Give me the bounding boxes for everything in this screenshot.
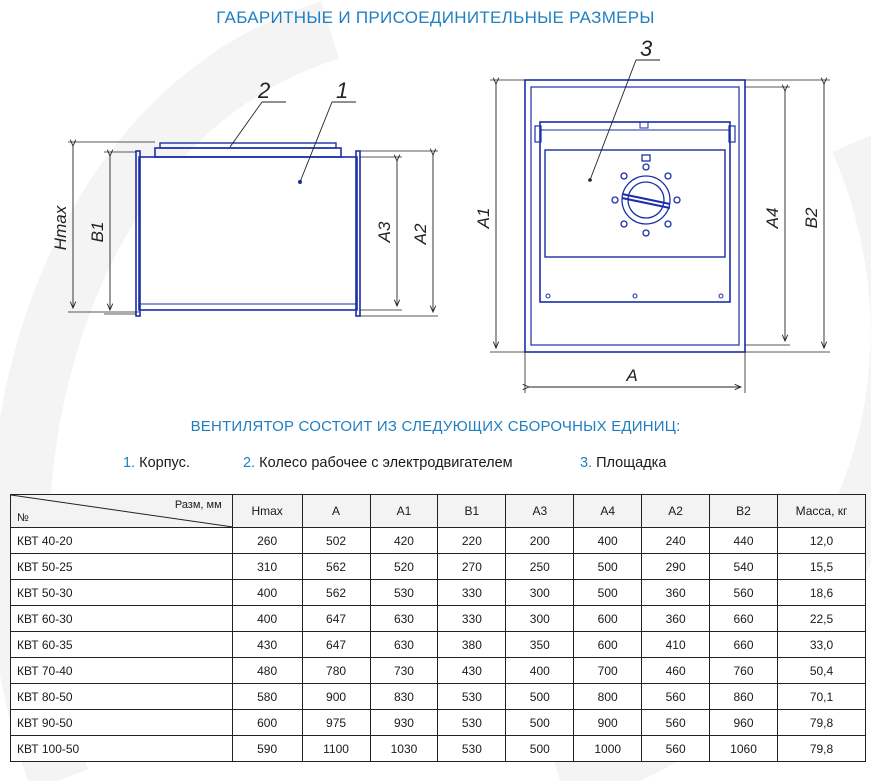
page-title: ГАБАРИТНЫЕ И ПРИСОЕДИНИТЕЛЬНЫЕ РАЗМЕРЫ: [216, 8, 655, 27]
column-header: A2: [642, 495, 710, 528]
value-cell: 660: [710, 606, 778, 632]
table-header-row: [11, 495, 866, 528]
value-cell: 240: [642, 528, 710, 554]
value-cell: 800: [574, 684, 642, 710]
front-view: [474, 40, 830, 393]
value-cell: 79,8: [777, 736, 865, 762]
value-cell: 562: [302, 554, 370, 580]
value-cell: 15,5: [777, 554, 865, 580]
callout-1: 1: [336, 78, 349, 103]
value-cell: 600: [574, 606, 642, 632]
value-cell: 500: [506, 736, 574, 762]
value-cell: 647: [302, 606, 370, 632]
value-cell: 50,4: [777, 658, 865, 684]
model-cell: КВТ 90-50: [11, 710, 233, 736]
value-cell: 33,0: [777, 632, 865, 658]
model-cell: КВТ 40-20: [11, 528, 233, 554]
value-cell: 300: [506, 606, 574, 632]
dim-b1-label: B1: [88, 221, 107, 243]
value-cell: 647: [302, 632, 370, 658]
value-cell: 560: [642, 710, 710, 736]
value-cell: 480: [232, 658, 302, 684]
side-view: [51, 78, 438, 316]
table-row: [11, 684, 866, 710]
model-cell: КВТ 60-35: [11, 632, 233, 658]
value-cell: 520: [370, 554, 438, 580]
value-cell: 500: [574, 580, 642, 606]
value-cell: 562: [302, 580, 370, 606]
dim-hmax-label: Hmax: [51, 205, 70, 251]
value-cell: 630: [370, 606, 438, 632]
value-cell: 560: [642, 736, 710, 762]
value-cell: 560: [642, 684, 710, 710]
value-cell: 975: [302, 710, 370, 736]
table-row: [11, 632, 866, 658]
value-cell: 860: [710, 684, 778, 710]
dim-b2-label: B2: [802, 207, 821, 229]
value-cell: 260: [232, 528, 302, 554]
legend-text: Колесо рабочее с электродвигателем: [255, 455, 513, 471]
value-cell: 350: [506, 632, 574, 658]
value-cell: 79,8: [777, 710, 865, 736]
value-cell: 530: [370, 580, 438, 606]
value-cell: 630: [370, 632, 438, 658]
value-cell: 310: [232, 554, 302, 580]
value-cell: 930: [370, 710, 438, 736]
value-cell: 300: [506, 580, 574, 606]
side-right-flange: [356, 151, 360, 316]
legend-text: Площадка: [592, 455, 667, 471]
table-body: [11, 528, 866, 762]
column-header: B2: [710, 495, 778, 528]
value-cell: 420: [370, 528, 438, 554]
value-cell: 460: [642, 658, 710, 684]
assembly-subtitle: ВЕНТИЛЯТОР СОСТОИТ ИЗ СЛЕДУЮЩИХ СБОРОЧНЫХ ЕДИНИЦ:: [190, 418, 681, 435]
callout-2: 2: [258, 78, 271, 103]
value-cell: 400: [232, 606, 302, 632]
column-header: A4: [574, 495, 642, 528]
legend-item-3: [580, 455, 666, 471]
value-cell: 380: [438, 632, 506, 658]
value-cell: 900: [302, 684, 370, 710]
side-left-flange: [136, 151, 140, 316]
value-cell: 440: [710, 528, 778, 554]
value-cell: 500: [506, 710, 574, 736]
table-row: [11, 606, 866, 632]
value-cell: 1060: [710, 736, 778, 762]
value-cell: 730: [370, 658, 438, 684]
value-cell: 500: [574, 554, 642, 580]
value-cell: 530: [438, 736, 506, 762]
dim-a4-label: A4: [763, 207, 782, 229]
value-cell: 360: [642, 580, 710, 606]
table-row: [11, 554, 866, 580]
column-header: Масса, кг: [777, 495, 865, 528]
value-cell: 560: [710, 580, 778, 606]
table-row: [11, 580, 866, 606]
table-corner-header: [11, 495, 233, 528]
model-cell: КВТ 50-30: [11, 580, 233, 606]
corner-top-label: Разм, мм: [174, 499, 222, 511]
value-cell: 590: [232, 736, 302, 762]
value-cell: 330: [438, 580, 506, 606]
model-cell: КВТ 100-50: [11, 736, 233, 762]
value-cell: 530: [438, 710, 506, 736]
value-cell: 200: [506, 528, 574, 554]
table-row: [11, 528, 866, 554]
value-cell: 250: [506, 554, 574, 580]
model-cell: КВТ 70-40: [11, 658, 233, 684]
dimensions-table: [10, 494, 866, 762]
value-cell: 600: [574, 632, 642, 658]
value-cell: 70,1: [777, 684, 865, 710]
value-cell: 220: [438, 528, 506, 554]
column-header: B1: [438, 495, 506, 528]
value-cell: 830: [370, 684, 438, 710]
column-header: Hmax: [232, 495, 302, 528]
dim-a-label: A: [626, 366, 638, 385]
model-cell: КВТ 60-30: [11, 606, 233, 632]
corner-bottom-label: №: [17, 512, 29, 524]
technical-drawing: [0, 40, 871, 410]
value-cell: 12,0: [777, 528, 865, 554]
front-flange: [525, 80, 745, 352]
model-cell: КВТ 50-25: [11, 554, 233, 580]
dim-a2-label: A2: [411, 223, 430, 245]
value-cell: 660: [710, 632, 778, 658]
column-header: A3: [506, 495, 574, 528]
value-cell: 502: [302, 528, 370, 554]
value-cell: 780: [302, 658, 370, 684]
legend-item-1: [123, 455, 190, 471]
value-cell: 400: [232, 580, 302, 606]
value-cell: 270: [438, 554, 506, 580]
legend-num: 1.: [123, 455, 136, 471]
table-row: [11, 658, 866, 684]
value-cell: 1100: [302, 736, 370, 762]
value-cell: 290: [642, 554, 710, 580]
column-header: A: [302, 495, 370, 528]
table-row: [11, 736, 866, 762]
callout-3: 3: [640, 40, 653, 61]
dim-a1-label: A1: [474, 207, 493, 229]
legend-num: 2.: [243, 455, 256, 471]
value-cell: 430: [438, 658, 506, 684]
table-row: [11, 710, 866, 736]
value-cell: 600: [232, 710, 302, 736]
legend-item-2: [243, 455, 513, 471]
value-cell: 330: [438, 606, 506, 632]
value-cell: 400: [506, 658, 574, 684]
value-cell: 22,5: [777, 606, 865, 632]
value-cell: 1030: [370, 736, 438, 762]
value-cell: 700: [574, 658, 642, 684]
value-cell: 530: [438, 684, 506, 710]
value-cell: 500: [506, 684, 574, 710]
column-header: A1: [370, 495, 438, 528]
value-cell: 900: [574, 710, 642, 736]
legend-text: Корпус.: [135, 455, 190, 471]
side-housing: [139, 157, 357, 310]
legend-num: 3.: [580, 455, 593, 471]
value-cell: 760: [710, 658, 778, 684]
value-cell: 580: [232, 684, 302, 710]
value-cell: 410: [642, 632, 710, 658]
value-cell: 18,6: [777, 580, 865, 606]
value-cell: 1000: [574, 736, 642, 762]
value-cell: 540: [710, 554, 778, 580]
dim-a3-label: A3: [375, 221, 394, 243]
value-cell: 960: [710, 710, 778, 736]
value-cell: 400: [574, 528, 642, 554]
value-cell: 430: [232, 632, 302, 658]
value-cell: 360: [642, 606, 710, 632]
model-cell: КВТ 80-50: [11, 684, 233, 710]
